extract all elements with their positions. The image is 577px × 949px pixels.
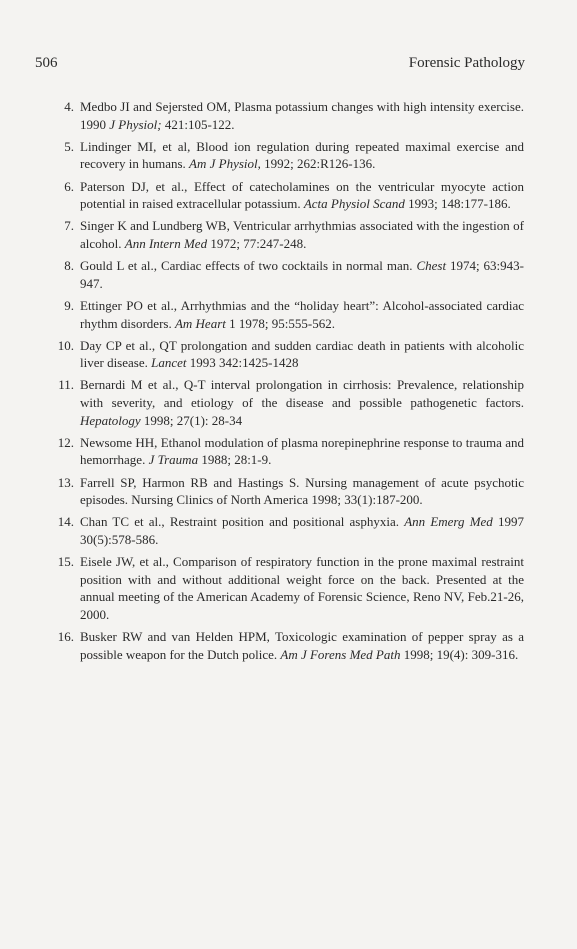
reference-text: Newsome HH, Ethanol modulation of plasma norepinephrine response to trauma and hemorrhage. — [80, 434, 524, 468]
reference-text: Paterson DJ, et al., Effect of catecholamines on the ventricular myocyte action potential in raised extracellular potassium. — [80, 178, 524, 212]
reference-text: Medbo JI and Sejersted OM, Plasma potassium changes with high intensity exercise. 1990 — [80, 99, 524, 132]
reference-number: 11. — [58, 377, 74, 393]
reference-item — [57, 628, 524, 663]
reference-text: Eisele JW, et al., Comparison of respiratory function in the prone maximal restraint position with and without additional weight force on the back. Presented at the annual meeting of the American Academy of Forensic Science, Reno NV, Feb.21-26, 2000. — [80, 554, 524, 622]
reference-number: 8. — [64, 258, 74, 274]
reference-number: 14. — [57, 514, 74, 530]
reference-list — [57, 98, 524, 668]
reference-text: Day CP et al., QT prolongation and sudden cardiac death in patients with alcoholic liver disease. — [80, 337, 524, 371]
reference-item — [64, 98, 524, 133]
reference-citation: 1993 342:1425-1428 — [186, 355, 299, 371]
reference-item — [64, 257, 524, 292]
reference-journal: Ann Intern Med — [124, 235, 208, 251]
reference-journal: J Physiol; — [109, 116, 162, 132]
reference-number: 16. — [57, 629, 74, 645]
reference-citation: 1993; 148:177-186. — [404, 196, 511, 212]
reference-citation: 1 1978; 95:555-562. — [225, 315, 335, 331]
reference-item — [64, 138, 524, 173]
reference-number: 15. — [57, 554, 74, 570]
reference-citation: 1997 30(5):578-586. — [80, 514, 524, 547]
page-number: 506 — [35, 55, 58, 71]
reference-citation: 1992; 262:R126-136. — [260, 156, 376, 172]
reference-journal: Ann Emerg Med — [404, 514, 493, 530]
reference-journal: Am J Physiol, — [189, 156, 261, 172]
reference-citation: 1998; 27(1): 28-34 — [140, 412, 243, 428]
reference-item — [64, 217, 524, 252]
reference-number: 4. — [64, 99, 74, 114]
running-head: Forensic Pathology — [408, 55, 525, 71]
reference-item — [64, 297, 524, 332]
reference-number: 12. — [57, 434, 74, 450]
reference-citation: 1998; 19(4): 309-316. — [400, 646, 519, 662]
reference-citation: 1972; 77:247-248. — [207, 235, 307, 251]
reference-text: Farrell SP, Harmon RB and Hastings S. Nursing management of acute psychotic episodes. Nursing Clinics of North America 1998; 33(1):187-200. — [80, 474, 524, 508]
reference-number: 9. — [64, 297, 74, 313]
reference-journal: Am Heart — [174, 315, 226, 331]
reference-journal: Hepatology — [80, 412, 141, 428]
reference-journal: Chest — [416, 258, 447, 274]
reference-journal: J Trauma — [148, 452, 199, 468]
reference-text: Singer K and Lundberg WB, Ventricular arrhythmias associated with the ingestion of alcohol. — [80, 218, 524, 251]
reference-journal: Lancet — [151, 355, 187, 371]
reference-item — [58, 376, 524, 429]
reference-text: Ettinger PO et al., Arrhythmias and the “holiday heart”: Alcohol-associated cardiac rhythm disorders. — [80, 297, 524, 331]
reference-item — [57, 337, 524, 372]
reference-number: 7. — [64, 218, 74, 234]
reference-item — [64, 178, 524, 213]
reference-item — [57, 474, 524, 509]
page-header — [35, 53, 525, 73]
reference-citation: 1988; 28:1-9. — [198, 452, 272, 468]
reference-journal: Acta Physiol Scand — [303, 196, 405, 212]
reference-item — [57, 513, 524, 548]
reference-item — [57, 553, 524, 623]
reference-number: 10. — [57, 337, 74, 353]
reference-citation: 1974; 63:943-947. — [80, 258, 524, 291]
reference-item — [57, 434, 524, 469]
reference-number: 13. — [57, 474, 74, 490]
reference-text: Chan TC et al., Restraint position and positional asphyxia. — [80, 514, 405, 530]
reference-text: Lindinger MI, et al, Blood ion regulation during repeated maximal exercise and recovery in humans. — [80, 138, 524, 172]
reference-number: 5. — [64, 138, 74, 154]
reference-text: Busker RW and van Helden HPM, Toxicologic examination of pepper spray as a possible weapon for the Dutch police. — [80, 629, 524, 662]
reference-text: Bernardi M et al., Q-T interval prolongation in cirrhosis: Prevalence, relationship with severity, and etiology of the disease and possible pathogenetic factors. — [80, 377, 524, 411]
reference-text: Gould L et al., Cardiac effects of two cocktails in normal man. — [80, 258, 417, 274]
reference-citation: 421:105-122. — [161, 116, 235, 132]
reference-number: 6. — [64, 178, 74, 194]
reference-journal: Am J Forens Med Path — [280, 646, 401, 662]
